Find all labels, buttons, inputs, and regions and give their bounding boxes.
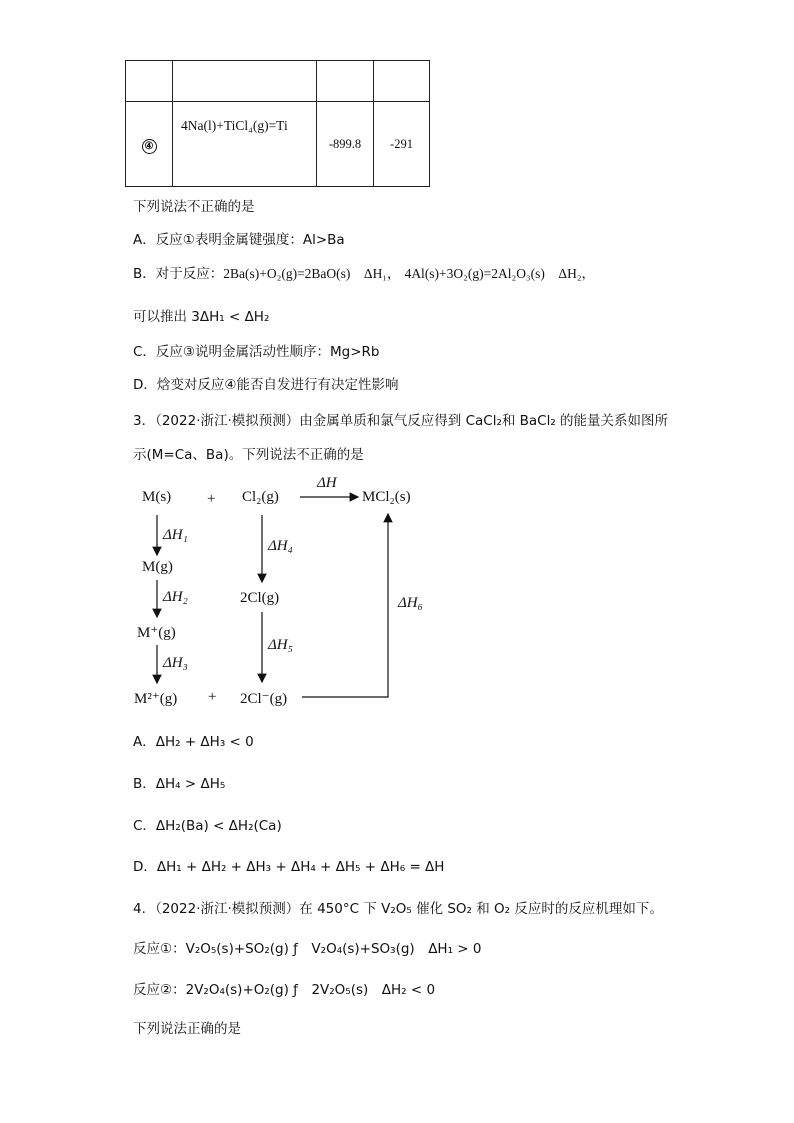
- label-M-solid: M(s): [142, 489, 172, 505]
- label-dH: ΔH: [317, 475, 337, 491]
- q3-option-c: C．ΔH₂(Ba) < ΔH₂(Ca): [133, 818, 282, 834]
- q3-stem-line2: 示(M=Ca、Ba)。下列说法不正确的是: [133, 447, 364, 463]
- q4-reaction-2: 反应②：2V₂O₄(s)+O₂(g) ƒ 2V₂O₅(s) ΔH₂ < 0: [133, 982, 436, 998]
- label-dH4: ΔH₄: [268, 538, 293, 554]
- q3-option-d: D．ΔH₁ + ΔH₂ + ΔH₃ + ΔH₄ + ΔH₅ + ΔH₆ = ΔH: [133, 859, 445, 875]
- q2-option-d: D．焓变对反应④能否自发进行有决定性影响: [133, 377, 399, 393]
- q2-option-b-prefix: B．对于反应：: [133, 266, 224, 282]
- value-cell-1: -899.8: [317, 102, 374, 187]
- label-plus-bottom: +: [208, 689, 217, 705]
- q2-option-b-inference: 可以推出 3ΔH₁ < ΔH₂: [133, 309, 270, 325]
- q2-option-b-eq1: 2Ba(s)+O₂(g)=2BaO(s) ΔH₁，: [223, 266, 401, 281]
- label-M-plus: M⁺(g): [137, 625, 176, 641]
- q2-option-c: C．反应③说明金属活动性顺序：Mg>Rb: [133, 344, 380, 360]
- q2-option-a: A．反应①表明金属键强度：Al>Ba: [133, 232, 345, 248]
- q2-prompt: 下列说法不正确的是: [133, 199, 255, 215]
- q2-option-b-eq2: 4Al(s)+3O₂(g)=2Al₂O₃(s) ΔH₂，: [404, 266, 596, 281]
- label-2Cl-minus: 2Cl⁻(g): [240, 691, 288, 707]
- q3-stem-line1: 3．（2022·浙江·模拟预测）由金属单质和氯气反应得到 CaCl₂和 BaCl₂ 的能量关系如图所: [133, 413, 669, 429]
- label-dH3: ΔH₃: [163, 655, 188, 671]
- label-MCl2-solid: MCl₂(s): [362, 489, 411, 505]
- label-dH6: ΔH₆: [398, 595, 423, 611]
- arrow-dH6: [302, 514, 388, 697]
- label-plus-top: +: [207, 491, 216, 507]
- label-M-2plus: M²⁺(g): [134, 691, 178, 707]
- label-dH5: ΔH₅: [268, 637, 293, 653]
- q4-prompt: 下列说法正确的是: [133, 1021, 241, 1037]
- label-2Cl-gas: 2Cl(g): [240, 590, 280, 606]
- q4-reaction-1: 反应①：V₂O₅(s)+SO₂(g) ƒ V₂O₄(s)+SO₃(g) ΔH₁ > 0: [133, 941, 482, 957]
- label-M-gas: M(g): [142, 559, 173, 575]
- label-dH2: ΔH₂: [163, 589, 188, 605]
- q3-option-b: B．ΔH₄ > ΔH₅: [133, 776, 226, 792]
- reaction-cell: 4Na(l)+TiCl₄(g)=Ti: [173, 102, 317, 187]
- q4-stem: 4．（2022·浙江·模拟预测）在 450°C 下 V₂O₅ 催化 SO₂ 和 O₂ 反应时的反应机理如下。: [133, 901, 663, 917]
- q3-option-a: A．ΔH₂ + ΔH₃ < 0: [133, 734, 254, 750]
- label-Cl2-gas: Cl₂(g): [242, 489, 279, 505]
- value-cell-2: -291: [374, 102, 430, 187]
- row-marker-4: ④: [142, 139, 157, 154]
- label-dH1: ΔH₁: [163, 527, 188, 543]
